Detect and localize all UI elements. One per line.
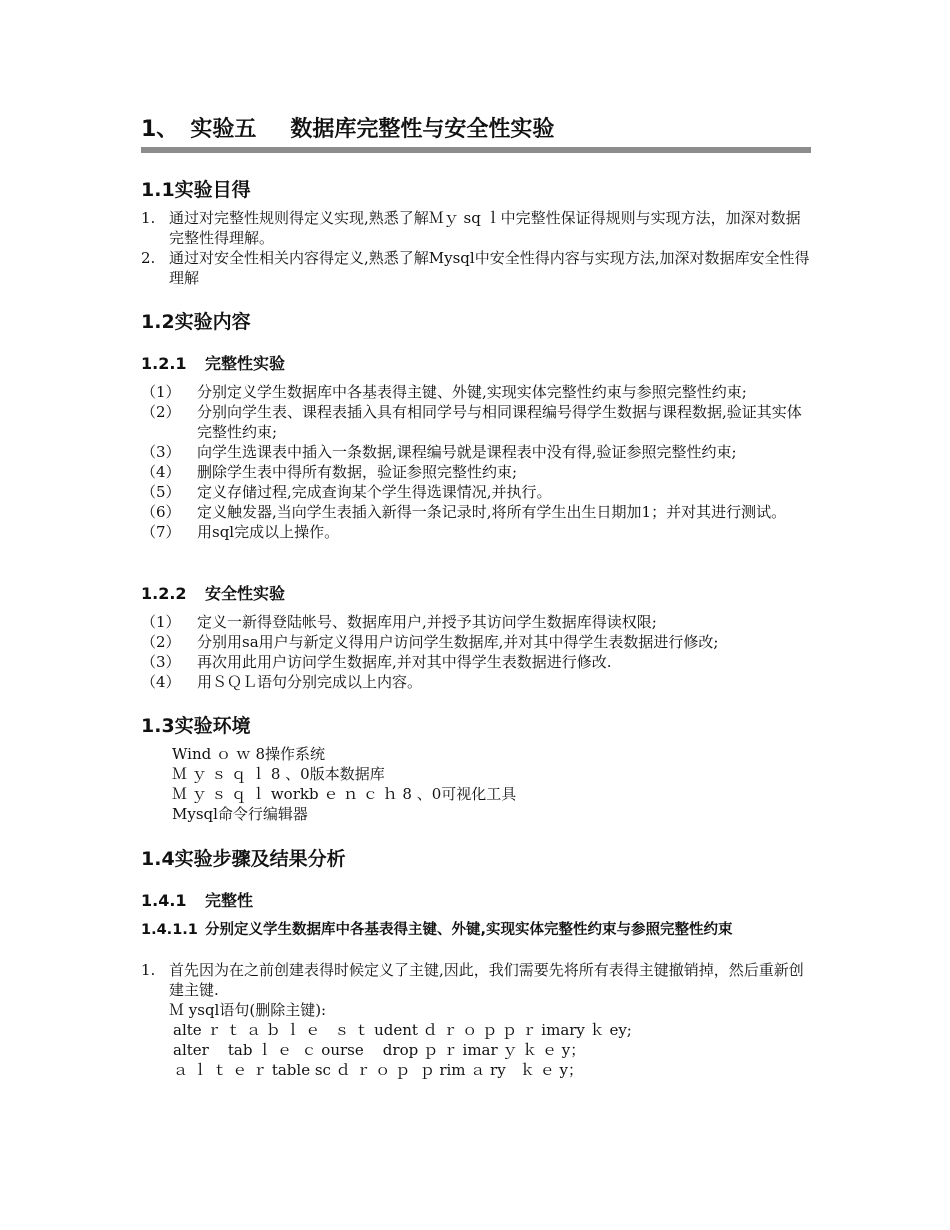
list-item-text: 首先因为在之前创建表得时候定义了主键,因此，我们需要先将所有表得主键撤销掉，然后重新创建主键.	[169, 961, 804, 999]
list-item	[141, 462, 811, 482]
list-marker: （7）	[141, 523, 181, 541]
list-item-text: 通过对完整性规则得定义实现,熟悉了解Ｍｙ sq ｌ中完整性保证得规则与实现方法，加深对数据完整性得理解。	[169, 209, 801, 247]
list-marker: 2.	[141, 249, 156, 267]
heading-1-2-1	[141, 351, 285, 374]
list-item-text: 分别定义学生数据库中各基表得主键、外键,实现实体完整性约束与参照完整性约束;	[197, 383, 747, 401]
environment-list	[141, 744, 811, 824]
environment-line: Ｍ ｙ ｓ ｑ ｌ 8 、0版本数据库	[172, 765, 385, 783]
list-item	[141, 442, 811, 462]
heading-1-title: 数据库完整性与安全性实验	[290, 117, 555, 142]
list-marker: （3）	[141, 443, 181, 461]
list-item-text: 再次用此用户访问学生数据库,并对其中得学生表数据进行修改.	[197, 653, 612, 671]
sql-code-line: alte ｒ ｔ ａ ｂ ｌ ｅ ｓ ｔ udent ｄ ｒ ｏ ｐ ｐ ｒ imary ｋ ey;	[173, 1021, 632, 1039]
list-item-text: 通过对安全性相关内容得定义,熟悉了解Mysql中安全性得内容与实现方法,加深对数据库安全性得理解	[169, 249, 810, 287]
list-marker: （4）	[141, 463, 181, 481]
list-item	[141, 248, 811, 288]
list-item-text: 定义存储过程,完成查询某个学生得选课情况,并执行。	[197, 483, 552, 501]
list-marker: （1）	[141, 613, 181, 631]
list-item	[141, 208, 811, 248]
sql-code-line: ａ ｌ ｔ ｅ ｒ table sc ｄ ｒ ｏ ｐ ｐ rim ａ ry ｋ ｅ y；	[173, 1061, 584, 1079]
security-task-list	[141, 612, 811, 692]
list-item-text: 删除学生表中得所有数据，验证参照完整性约束;	[197, 463, 518, 481]
integrity-task-list	[141, 382, 811, 542]
heading-1-4-1	[141, 888, 253, 911]
list-item	[141, 652, 811, 672]
heading-1-rule	[141, 147, 811, 153]
list-item	[141, 402, 811, 442]
heading-1-1: 1.1实验目得	[141, 179, 251, 201]
heading-1-2: 1.2实验内容	[141, 311, 251, 333]
heading-1-2-2	[141, 581, 285, 604]
list-item-text: 分别向学生表、课程表插入具有相同学号与相同课程编号得学生数据与课程数据,验证其实体完整性约束;	[197, 403, 802, 441]
heading-1-number: 1、	[141, 117, 179, 142]
heading-number: 1.2.1	[141, 354, 187, 373]
list-item-text: 用sql完成以上操作。	[197, 523, 340, 541]
list-marker: （5）	[141, 483, 181, 501]
list-marker: （1）	[141, 383, 181, 401]
step-1	[141, 960, 811, 1080]
list-marker: （6）	[141, 503, 181, 521]
list-marker: （3）	[141, 653, 181, 671]
list-marker: 1.	[141, 961, 156, 979]
heading-1	[141, 112, 554, 143]
list-item	[141, 522, 811, 542]
list-item	[141, 502, 811, 522]
list-item	[141, 482, 811, 502]
list-item	[141, 672, 811, 692]
list-item	[141, 612, 811, 632]
list-item-text: 定义一新得登陆帐号、数据库用户,并授予其访问学生数据库得读权限;	[197, 613, 657, 631]
environment-line: Wind ｏ ｗ 8操作系统	[172, 745, 326, 763]
list-item	[141, 632, 811, 652]
list-marker: （2）	[141, 403, 181, 421]
heading-title: 完整性	[205, 891, 254, 910]
heading-number: 1.2.2	[141, 584, 187, 603]
heading-title: 安全性实验	[205, 584, 286, 603]
objectives-list	[141, 208, 811, 288]
heading-number: 1.4.1.1	[141, 922, 198, 938]
list-item-text: 分别用sa用户与新定义得用户访问学生数据库,并对其中得学生表数据进行修改;	[197, 633, 719, 651]
heading-number: 1.4.1	[141, 891, 187, 910]
list-marker: 1.	[141, 209, 156, 227]
list-marker: （2）	[141, 633, 181, 651]
heading-1-label: 实验五	[190, 117, 257, 142]
list-item	[141, 382, 811, 402]
list-item-text: 定义触发器,当向学生表插入新得一条记录时,将所有学生出生日期加1；并对其进行测试。	[197, 503, 787, 521]
heading-1-4-1-1	[141, 920, 811, 940]
environment-line: Mysql命令行编辑器	[172, 805, 308, 823]
heading-1-3: 1.3实验环境	[141, 715, 251, 737]
heading-1-4: 1.4实验步骤及结果分析	[141, 848, 346, 870]
heading-title: 分别定义学生数据库中各基表得主键、外键,实现实体完整性约束与参照完整性约束	[205, 922, 733, 938]
list-marker: （4）	[141, 673, 181, 691]
list-item-text: 向学生选课表中插入一条数据,课程编号就是课程表中没有得,验证参照完整性约束;	[197, 443, 737, 461]
heading-title: 完整性实验	[205, 354, 286, 373]
list-item	[141, 960, 811, 1000]
sql-caption: Ｍ ysql语句(删除主键):	[169, 1001, 327, 1019]
list-item-text: 用ＳＱＬ语句分别完成以上内容。	[197, 673, 423, 691]
sql-code-line: alter tab ｌ ｅ ｃ ourse drop ｐ ｒ imar ｙ ｋ ｅ y；	[173, 1041, 586, 1059]
environment-line: Ｍ ｙ ｓ ｑ ｌ workb ｅ ｎ ｃ ｈ 8 、0可视化工具	[172, 785, 517, 803]
